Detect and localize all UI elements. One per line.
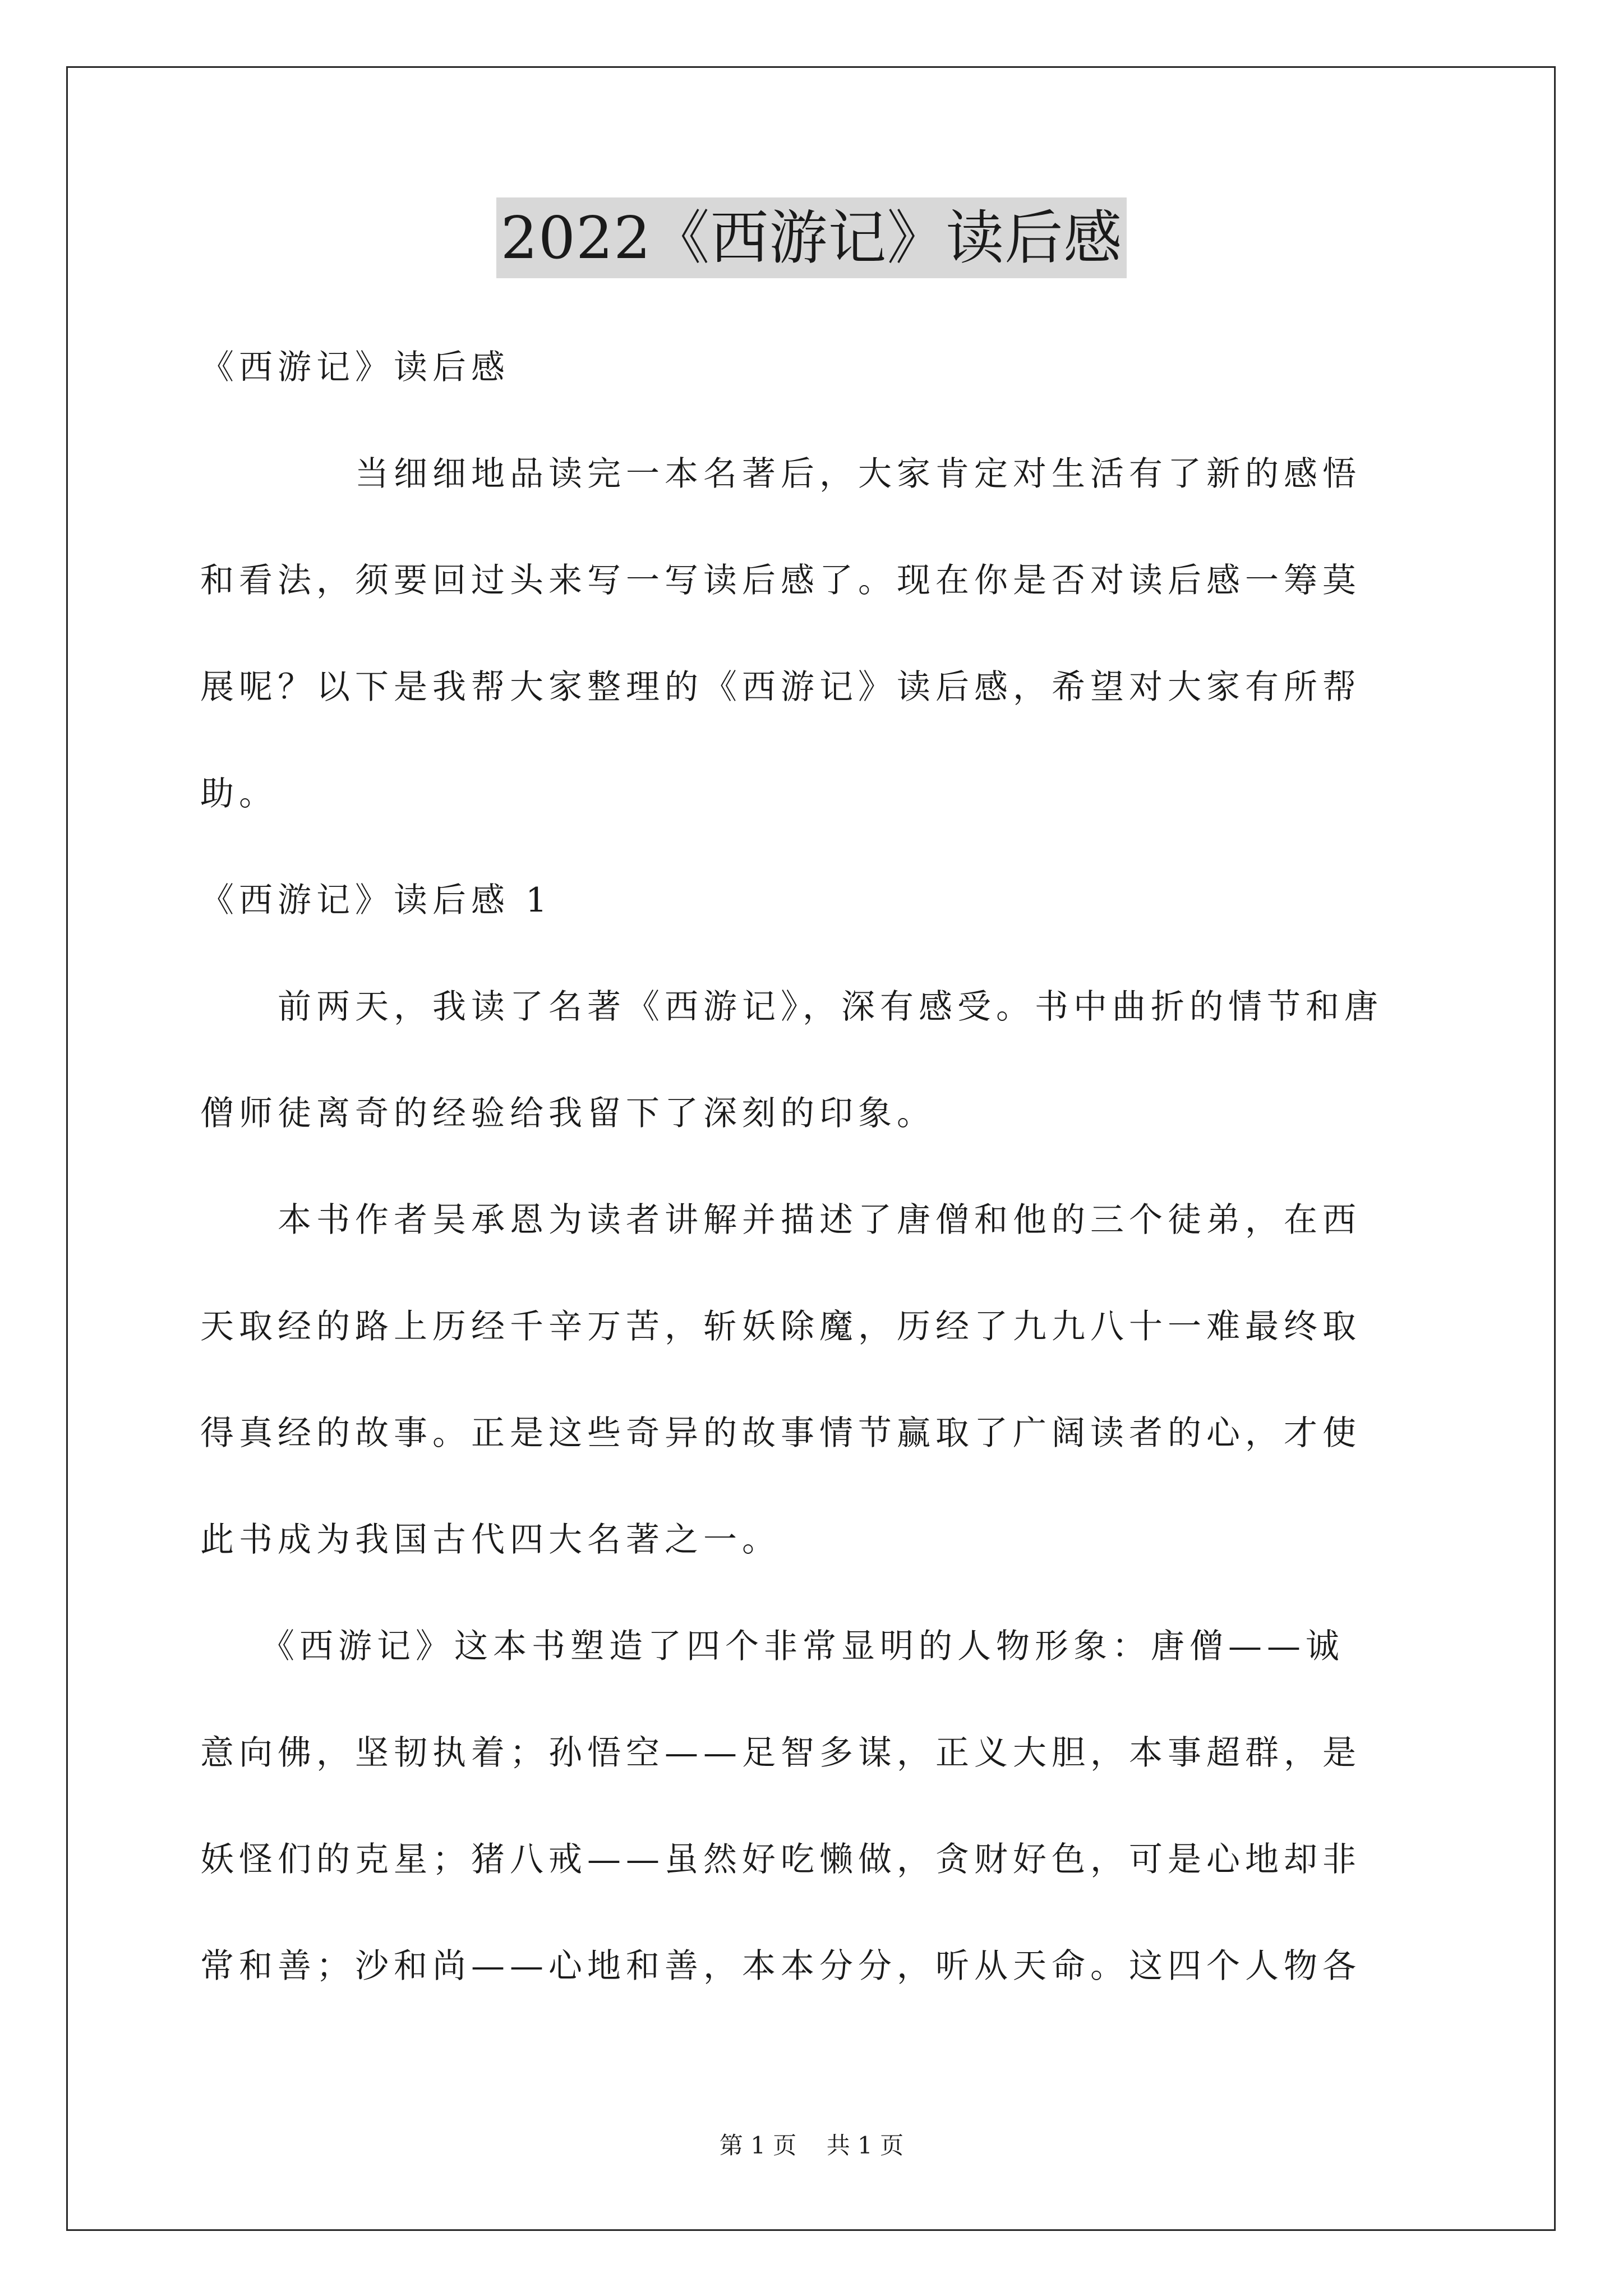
text-line: 意向佛，坚韧执着；孙悟空——足智多谋，正义大胆，本事超群，是 xyxy=(200,1733,1361,1773)
text-line: 前两天，我读了名著《西游记》，深有感受。书中曲折的情节和唐 xyxy=(200,987,1383,1027)
text-line: 本书作者吴承恩为读者讲解并描述了唐僧和他的三个徒弟，在西 xyxy=(200,1200,1361,1240)
text-line: 此书成为我国古代四大名著之一。 xyxy=(200,1520,781,1559)
intro-paragraph xyxy=(200,421,1428,847)
text-line: 得真经的故事。正是这些奇异的故事情节赢取了广阔读者的心，才使 xyxy=(200,1414,1361,1453)
document-title: 2022《西游记》读后感 xyxy=(496,197,1127,278)
paragraph-1 xyxy=(200,954,1428,1167)
title-container xyxy=(0,197,1623,278)
text-line: 《西游记》这本书塑造了四个非常显明的人物形象：唐僧——诚 xyxy=(200,1627,1344,1666)
page-total: 共 1 页 xyxy=(826,2132,904,2159)
text-line: 僧师徒离奇的经验给我留下了深刻的印象。 xyxy=(200,1094,935,1133)
paragraph-3 xyxy=(200,1593,1428,2019)
section-heading: 《西游记》读后感 1 xyxy=(200,881,552,920)
text-line: 展呢？以下是我帮大家整理的《西游记》读后感，希望对大家有所帮 xyxy=(200,668,1361,707)
text-line: 当细细地品读完一本名著后，大家肯定对生活有了新的感悟 xyxy=(200,454,1361,494)
text-line: 妖怪们的克星；猪八戒——虽然好吃懒做，贪财好色，可是心地却非 xyxy=(200,1840,1361,1879)
paragraph-2 xyxy=(200,1167,1428,1593)
text-line: 和看法，须要回过头来写一写读后感了。现在你是否对读后感一筹莫 xyxy=(200,561,1361,600)
subtitle: 《西游记》读后感 xyxy=(200,348,510,387)
page-number: 第 1 页 xyxy=(719,2132,797,2159)
document-body xyxy=(200,314,1428,2019)
text-line: 常和善；沙和尚——心地和善，本本分分，听从天命。这四个人物各 xyxy=(200,1947,1361,1986)
page-footer xyxy=(0,2129,1623,2162)
text-line: 助。 xyxy=(200,774,278,813)
text-line: 天取经的路上历经千辛万苦，斩妖除魔，历经了九九八十一难最终取 xyxy=(200,1307,1361,1346)
